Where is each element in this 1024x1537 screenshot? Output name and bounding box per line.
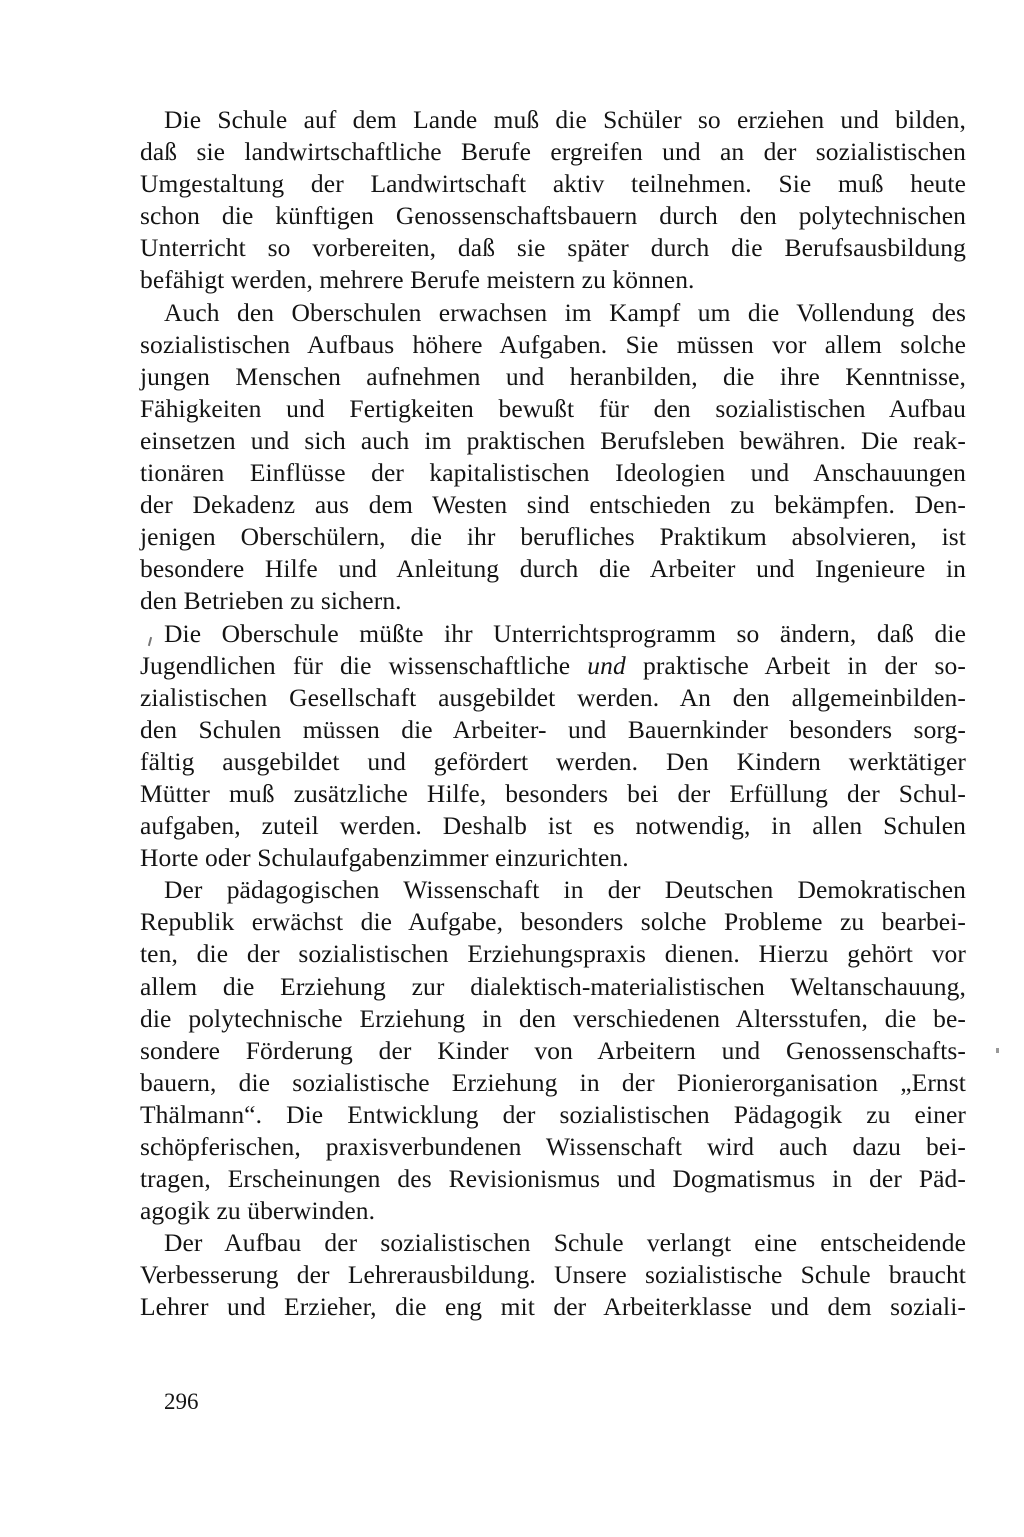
text-line: Umgestaltung der Landwirtschaft aktiv teilnehmen. Sie muß heute xyxy=(140,169,966,199)
text-line: tionären Einflüsse der kapitalistischen Ideologien und Anschauungen xyxy=(140,458,966,488)
text-line: den Schulen müssen die Arbeiter- und Bauernkinder besonders sorg- xyxy=(140,714,966,744)
text-line: schöpferischen, praxisverbundenen Wissenschaft wird auch dazu bei- xyxy=(140,1132,966,1161)
text-line: Auch den Oberschulen erwachsen im Kampf um die Vollendung des xyxy=(164,297,966,327)
text-line: Die Oberschule müßte ihr Unterrichtsprogramm so ändern, daß die xyxy=(164,618,966,648)
text-line: besondere Hilfe und Anleitung durch die Arbeiter und Ingenieure in xyxy=(140,554,966,584)
text-line: Horte oder Schulaufgabenzimmer einzurichten. xyxy=(140,843,629,873)
text-line: fältig ausgebildet und gefördert werden. Den Kindern werktätiger xyxy=(140,746,966,776)
text-line: befähigt werden, mehrere Berufe meistern zu können. xyxy=(140,265,695,295)
print-speck xyxy=(996,1048,999,1053)
text-line: Die Schule auf dem Lande muß die Schüler so erziehen und bilden, xyxy=(164,105,966,134)
text-line: Thälmann“. Die Entwicklung der sozialistischen Pädagogik zu einer xyxy=(140,1099,966,1129)
text-line: die polytechnische Erziehung in den verschiedenen Altersstufen, die be- xyxy=(140,1003,966,1033)
text-line: schon die künftigen Genossenschaftsbauern durch den polytechnischen xyxy=(140,201,966,231)
text-line: tragen, Erscheinungen des Revisionismus und Dogmatismus in der Päd- xyxy=(140,1164,966,1194)
text-line: der Dekadenz aus dem Westen sind entschieden zu bekämpfen. Den- xyxy=(140,490,966,520)
text-line: Fähigkeiten und Fertigkeiten bewußt für den sozialistischen Aufbau xyxy=(140,393,966,423)
page-number: 296 xyxy=(164,1389,199,1414)
text-line: den Betrieben zu sichern. xyxy=(140,586,402,616)
text-line: einsetzen und sich auch im praktischen Berufsleben bewähren. Die reak- xyxy=(140,425,966,455)
text-line: Der Aufbau der sozialistischen Schule verlangt eine entscheidende xyxy=(164,1228,966,1258)
text-line: zialistischen Gesellschaft ausgebildet werden. An den allgemeinbilden- xyxy=(140,682,966,712)
text-line: Lehrer und Erzieher, die eng mit der Arbeiterklasse und dem soziali- xyxy=(140,1292,966,1322)
text-line: allem die Erziehung zur dialektisch-materialistischen Weltanschauung, xyxy=(140,971,966,1001)
text-line: ten, die der sozialistischen Erziehungspraxis dienen. Hierzu gehört vor xyxy=(140,939,966,969)
text-line: Der pädagogischen Wissenschaft in der Deutschen Demokratischen xyxy=(164,875,966,905)
text-line: Unterricht so vorbereiten, daß sie später durch die Berufsausbildung xyxy=(140,233,966,263)
text-line: Jugendlichen für die wissenschaftliche und praktische Arbeit in der so- xyxy=(140,650,966,680)
text-line: agogik zu überwinden. xyxy=(140,1196,376,1226)
text-line: Republik erwächst die Aufgabe, besonders solche Probleme zu bearbei- xyxy=(140,907,966,937)
text-line: daß sie landwirtschaftliche Berufe ergreifen und an der sozialistischen xyxy=(140,137,966,167)
text-line: bauern, die sozialistische Erziehung in der Pionierorganisation „Ernst xyxy=(140,1067,966,1097)
text-line: jenigen Oberschülern, die ihr berufliches Praktikum absolvieren, ist xyxy=(140,522,966,552)
text-line: sondere Förderung der Kinder von Arbeitern und Genossenschafts- xyxy=(140,1035,966,1065)
text-line: sozialistischen Aufbaus höhere Aufgaben. Sie müssen vor allem solche xyxy=(140,329,966,359)
text-line: Mütter muß zusätzliche Hilfe, besonders bei der Erfüllung der Schul- xyxy=(140,778,966,808)
text-line: Verbesserung der Lehrerausbildung. Unsere sozialistische Schule braucht xyxy=(140,1260,966,1290)
text-line: aufgaben, zuteil werden. Deshalb ist es notwendig, in allen Schulen xyxy=(140,811,966,841)
text-line: jungen Menschen aufnehmen und heranbilden, die ihre Kenntnisse, xyxy=(140,361,966,391)
body-text xyxy=(140,104,966,1324)
